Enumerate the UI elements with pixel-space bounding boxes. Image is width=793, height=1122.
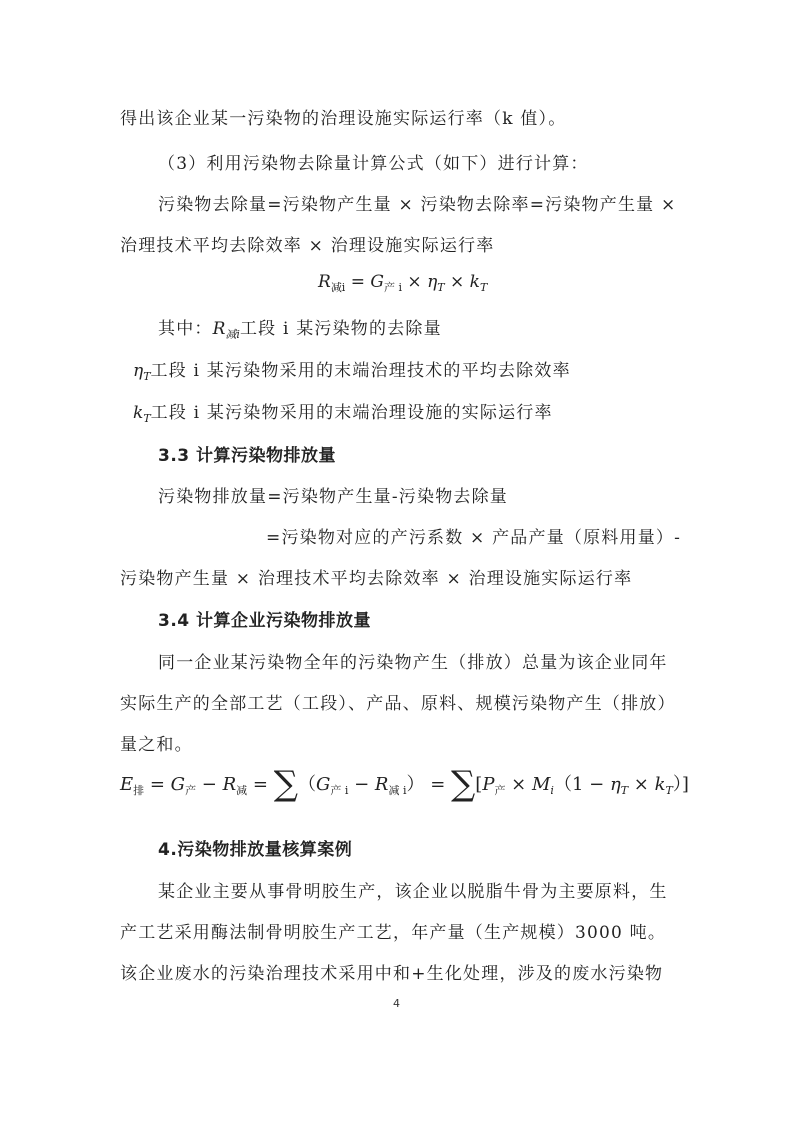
paragraph-line: 产工艺采用酶法制骨明胶生产工艺，年产量（生产规模）3000 吨。 (120, 923, 667, 943)
paragraph-line: 该企业废水的污染治理技术采用中和+生化处理，涉及的废水污染物 (120, 964, 664, 984)
paragraph-line: 污染物去除量=污染物产生量 × 污染物去除率=污染物产生量 × (158, 195, 677, 215)
paragraph-line: =污染物对应的产污系数 × 产品产量（原料用量）- (266, 528, 682, 548)
definition-line: 其中：$R_{减i}$工段 i 某污染物的去除量 (158, 319, 442, 341)
paragraph-line: 某企业主要从事骨明胶生产，该企业以脱脂牛骨为主要原料，生 (158, 882, 668, 902)
paragraph-line: 得出该企业某一污染物的治理设施实际运行率（k 值）。 (120, 109, 567, 129)
sum-symbol: ∑ (451, 764, 476, 804)
section-heading: 3.3 计算污染物排放量 (158, 446, 337, 466)
paragraph-line: 量之和。 (120, 735, 193, 755)
definition-line: $k_T$工段 i 某污染物采用的末端治理设施的实际运行率 (133, 403, 553, 425)
definition-line: $\eta_T$工段 i 某污染物采用的末端治理技术的平均去除效率 (133, 361, 571, 383)
formula-emission: $E_排 = G_产 - R_减 = \sum(G_{产 i} - R_{减 i}) = \sum[P_产 \times M_i(1 - \eta_T \times k_T)]$ (120, 764, 689, 804)
paragraph-line: 同一企业某污染物全年的污染物产生（排放）总量为该企业同年 (158, 653, 668, 673)
paragraph-line: 治理技术平均去除效率 × 治理设施实际运行率 (120, 236, 495, 256)
section-heading: 3.4 计算企业污染物排放量 (158, 611, 372, 631)
formula-removal: $R_{减i} = G_{产 i} \times \eta_T \times k_T$ (318, 272, 488, 294)
paragraph-line: （3）利用污染物去除量计算公式（如下）进行计算： (158, 154, 589, 174)
page-number: 4 (393, 997, 400, 1010)
paragraph-line: 污染物产生量 × 治理技术平均去除效率 × 治理设施实际运行率 (120, 569, 633, 589)
paragraph-line: 污染物排放量=污染物产生量-污染物去除量 (158, 487, 508, 507)
section-heading: 4.污染物排放量核算案例 (158, 840, 353, 860)
paragraph-line: 实际生产的全部工艺（工段）、产品、原料、规模污染物产生（排放） (120, 694, 676, 714)
sum-symbol: ∑ (273, 764, 298, 804)
